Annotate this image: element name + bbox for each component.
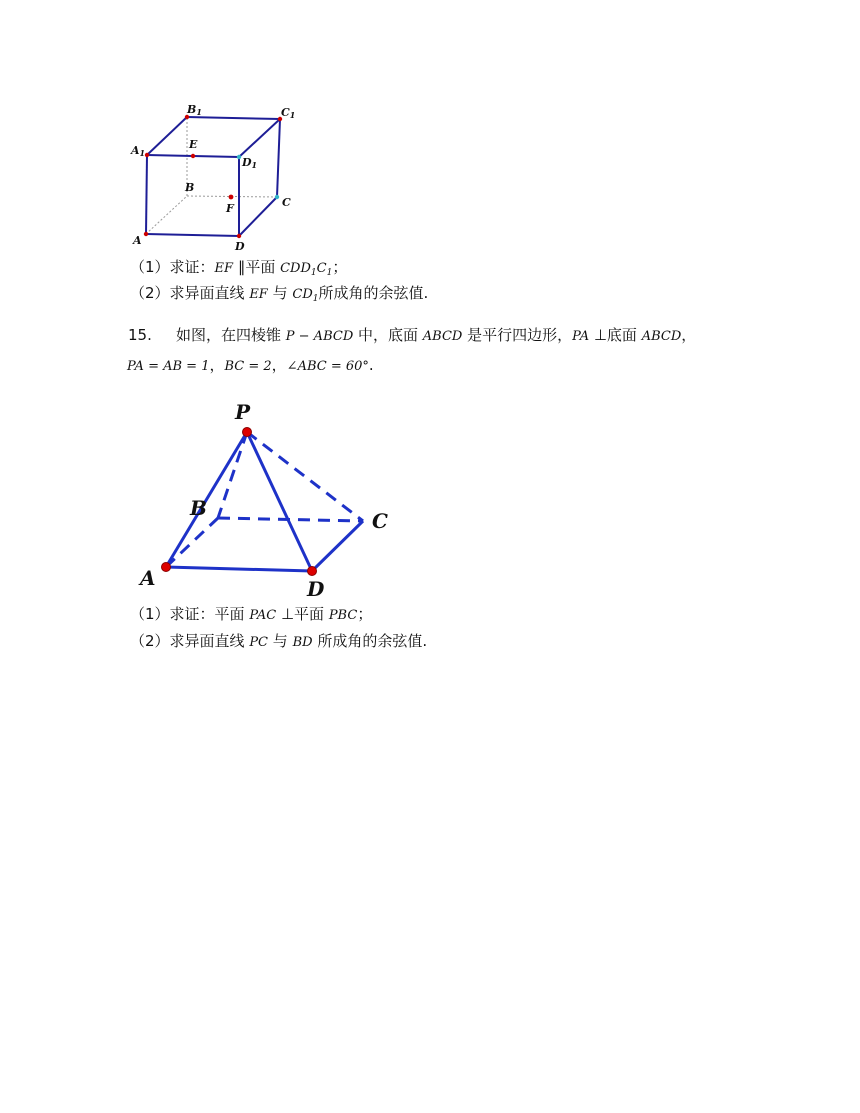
math-PC: PC: [249, 635, 269, 650]
math-EF: EF: [249, 287, 268, 302]
point-E: [191, 154, 195, 158]
q15-text: 如图，在四棱锥: [176, 326, 286, 344]
edge-C-C1: [277, 119, 280, 197]
q15-part1-end: ；: [357, 605, 373, 623]
cube-figure: [125, 98, 310, 258]
math-P-ABCD: P − ABCD: [285, 329, 354, 344]
label-P: P: [235, 400, 251, 424]
q14-part2-mid: 与: [267, 284, 293, 302]
subscript: 1: [312, 294, 319, 304]
math-PBC: PBC: [328, 608, 358, 623]
q15-part2-mid: 与: [268, 632, 293, 650]
point-A: [162, 563, 171, 572]
q14-part2-end: 所成角的余弦值.: [318, 284, 429, 302]
edge-C1-D1: [239, 119, 280, 157]
math-C: C: [316, 261, 327, 276]
math-BD: BD: [292, 635, 313, 650]
label-A: A: [140, 566, 156, 590]
math-CDD: CDD: [280, 261, 311, 276]
q15-text: 中，底面: [353, 326, 423, 344]
label-D: D: [307, 577, 325, 601]
math-CD: CD: [292, 287, 313, 302]
point-D: [237, 234, 241, 238]
subscript: 1: [310, 268, 317, 278]
edge-A-B: [146, 196, 187, 234]
edge-A-D: [166, 567, 312, 571]
q15-part1-mid: ⊥平面: [276, 605, 329, 623]
edge-B1-C1: [187, 117, 280, 119]
label-D: D: [235, 240, 245, 253]
q15-stem-line1: [176, 325, 696, 347]
math-BC: BC = 2: [224, 359, 272, 374]
q15-text: 是平行四边形，: [462, 326, 573, 344]
edge-D-C: [239, 197, 277, 236]
point-A: [144, 232, 148, 236]
label-A1: A1: [131, 144, 146, 158]
label-B: B: [185, 181, 195, 194]
label-C: C: [282, 196, 291, 209]
q15-part2-end: 所成角的余弦值.: [312, 632, 428, 650]
q15-text: ，: [209, 356, 225, 374]
q14-part1: [130, 257, 347, 283]
math-angle-ABC: ∠ABC = 60°: [286, 359, 369, 374]
subscript: 1: [326, 268, 333, 278]
label-B1: B1: [187, 103, 202, 117]
q15-part1-prefix: （1）求证：平面: [130, 605, 250, 623]
label-C: C: [372, 509, 388, 533]
edge-B-C: [218, 518, 363, 521]
q15-text: ，: [681, 326, 697, 344]
edge-A1-B1: [147, 117, 187, 155]
q14-part2: [130, 283, 428, 309]
q15-part2: [130, 631, 427, 653]
point-F: [229, 195, 234, 200]
q15-part1: [130, 604, 372, 626]
label-F: F: [226, 202, 234, 215]
q15-stem-line2: [127, 355, 374, 377]
label-B: B: [190, 496, 207, 520]
q15-text: ，: [271, 356, 287, 374]
label-A: A: [133, 234, 142, 247]
q14-part1-end: ；: [332, 258, 348, 276]
math-PA: PA: [572, 329, 590, 344]
point-D: [308, 567, 317, 576]
math-EF: EF: [214, 261, 234, 276]
edge-D-C: [312, 521, 363, 571]
point-C: [275, 195, 279, 199]
q15-text: ⊥底面: [589, 326, 642, 344]
edge-P-D: [247, 432, 312, 571]
q14-part1-mid: ∥平面: [233, 258, 281, 276]
q15-text: .: [368, 356, 374, 374]
q15-number: 15.: [128, 326, 152, 344]
label-D1: D1: [242, 156, 258, 170]
q14-part2-prefix: （2）求异面直线: [130, 284, 250, 302]
label-C1: C1: [281, 106, 296, 120]
point-D1: [237, 155, 241, 159]
pyramid-figure: [135, 395, 400, 605]
math-ABCD: ABCD: [422, 329, 463, 344]
point-P: [243, 428, 252, 437]
math-ABCD: ABCD: [641, 329, 682, 344]
math-PA-AB: PA = AB = 1: [127, 359, 210, 374]
q15-part2-prefix: （2）求异面直线: [130, 632, 250, 650]
math-PAC: PAC: [249, 608, 277, 623]
edge-A-D: [146, 234, 239, 236]
label-E: E: [189, 138, 198, 151]
point-A1: [145, 153, 149, 157]
q14-part1-prefix: （1）求证：: [130, 258, 215, 276]
edge-P-C: [247, 432, 363, 521]
edge-A-A1: [146, 155, 147, 234]
